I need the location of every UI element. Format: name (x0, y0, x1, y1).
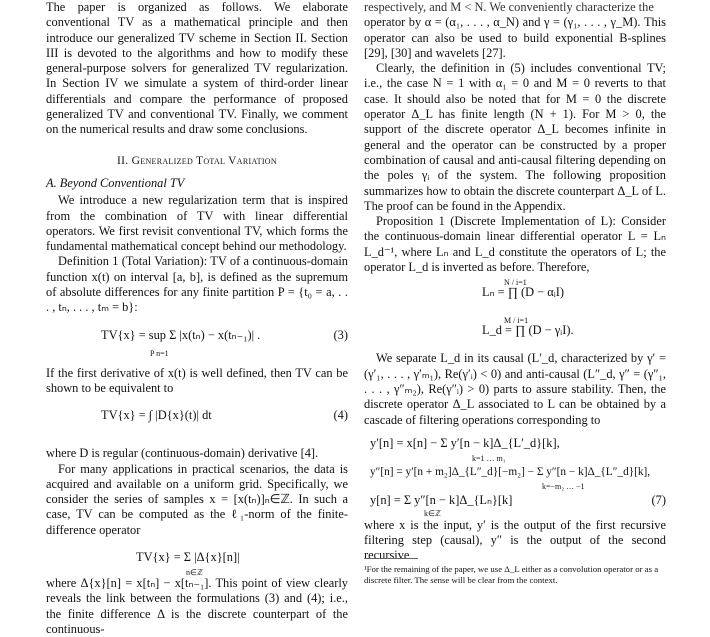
equation-3-number: (3) (333, 327, 348, 342)
equation-ld-limits: M / i=1 (504, 316, 529, 326)
where-d-paragraph: where D is regular (continuous-domain) derivative [4]. (46, 446, 319, 461)
cut-line: respectively, and M < N. We conveniently characterize the (364, 0, 654, 14)
equation-3 (46, 320, 348, 362)
equation-4-number: (4) (333, 408, 348, 423)
equation-3-body: TV{x} = sup Σ |x(tₙ) − x(tₙ₋₁)| . (101, 327, 261, 342)
clearly-paragraph: Clearly, the definition in (5) includes conventional TV; i.e., the case N = 1 with α₁ = 0 and M = 0 reverts to that case. It should also be noted that for M = 0 the discrete operator Δ_L has finite length (N + 1). For M > 0, the support of the discrete operator Δ_L becomes infinite in general and the operator can be constructed by a proper combination of causal and anti-causal filtering depending on the poles γᵢ of the system. The following proposition summarizes how to obtain the discrete counterpart Δ_L of L. The proof can be found in the Appendix. (364, 61, 666, 213)
intro-paragraph: The paper is organized as follows. We elaborate conventional TV as a mathematical principle and then introduce our generalized TV scheme in Section II. Section III is devoted to the algorithms and how to modify these general-purpose solvers for generalized TV regularization. In Section IV we simulate a system of third-order linear differentials and compare the performance of proposed generalized TV and conventional TV. Finally, we comment on the numerical results and draw some conclusions. (46, 0, 348, 137)
equation-7c-limits: k∈ℤ (424, 508, 441, 518)
equation-7a-limits: k=1 … m₁ (472, 453, 506, 463)
proposition-paragraph: Proposition 1 (Discrete Implementation of L): Consider the continuous-domain linear differential operator L = Lₙ L_d⁻¹, where Lₙ and L_d constitute the operators of L; the operator L_d is inverted as before. Therefore, (364, 214, 666, 275)
equation-7b-limits: k=−m₂ … −1 (542, 481, 585, 491)
equation-ln (364, 275, 666, 313)
practical-paragraph: For many applications in practical scenarios, the data is acquired and available on a uniform grid. Specifically, we consider the series of samples x = [x(tₙ)]ₙ∈ℤ. In such a case, TV can be computed as the ℓ₁-norm of the finite-difference operator (46, 461, 348, 537)
left-column (46, 0, 348, 637)
equation-7-number: (7) (651, 492, 666, 507)
right-column (364, 0, 666, 564)
subsection-title: A. Beyond Conventional TV (46, 175, 185, 190)
equation-7-block (364, 432, 666, 518)
equation-5-limits: n∈ℤ (186, 568, 203, 578)
definition-paragraph: Definition 1 (Total Variation): TV of a continuous-domain function x(t) on interval [a, b], is defined as the supremum of absolute differences for any finite partition P = {t₀ = a, . . . , tₙ, . . . , tₘ = b}: (46, 254, 348, 315)
equation-4 (46, 400, 348, 442)
where-x-paragraph: where x is the input, y′ is the output of the first recursive filtering step (causal), y″ is the output of the second recursive (364, 517, 666, 563)
equation-ld (364, 313, 666, 351)
equation-7b: y″[n] = y′[n + m₂]Δ_{L″_d}[−m₂] − Σ y″[n − k]Δ_{L″_d}[k], (370, 465, 651, 478)
separate-paragraph: We separate L_d in its causal (L′_d, characterized by γ′ = (γ′₁, . . . , γ′ₘ₁), Re(γ′ᵢ) < 0) and anti-causal (L″_d, γ″ = (γ″₁, . . . , γ″ₘ₂), Re(γ″ᵢ) > 0) parts to assure stability. Then, the discrete operator Δ_L associated to L can be obtained by a cascade of filtering operations corresponding to (364, 351, 666, 427)
equation-5 (46, 542, 348, 578)
equation-ln-body: Lₙ = ∏ (D − αᵢI) (482, 285, 565, 300)
section-title: II. Generalized Total Variation (117, 154, 277, 167)
equation-7a: y′[n] = x[n] − Σ y′[n − k]Δ_{L′_d}[k], (370, 435, 560, 450)
equation-ld-body: L_d = ∏ (D − γᵢI). (482, 323, 574, 338)
delta-paragraph: where Δ{x}[n] = x[tₙ] − x[tₙ₋₁]. This point of view clearly reveals the link between the formulations (3) and (4); i.e., the finite difference Δ is the discrete counterpart of the continuous- (46, 576, 348, 636)
derivative-paragraph: If the first derivative of x(t) is well defined, then TV can be shown to be equivalent to (46, 365, 348, 395)
equation-ln-limits: N / i=1 (504, 278, 527, 288)
footnote-rule (364, 558, 418, 559)
equation-7c: y[n] = Σ y″[n − k]Δ_{Lₙ}[k] (370, 492, 513, 507)
equation-5-body: TV{x} = Σ |Δ{x}[n]| (136, 550, 240, 565)
equation-4-body: TV{x} = ∫ |D{x}(t)| dt (101, 408, 212, 423)
footnote: ¹For the remaining of the paper, we use Δ_L either as a convolution operator or as a discrete filter. The sense will be clear from the context. (364, 564, 659, 585)
operator-paragraph: operator by α = (α₁, . . . , α_N) and γ = (γ₁, . . . , γ_M). This operator can also be used to build exponential B-splines [29], [30] and wavelets [27]. (364, 15, 666, 60)
equation-3-limits: P n=1 (150, 348, 169, 358)
regularization-paragraph: We introduce a new regularization term that is inspired from the combination of TV with linear differential operators. We first revisit conventional TV, which forms the fundamental mathematical concept behind our methodology. (46, 193, 348, 254)
